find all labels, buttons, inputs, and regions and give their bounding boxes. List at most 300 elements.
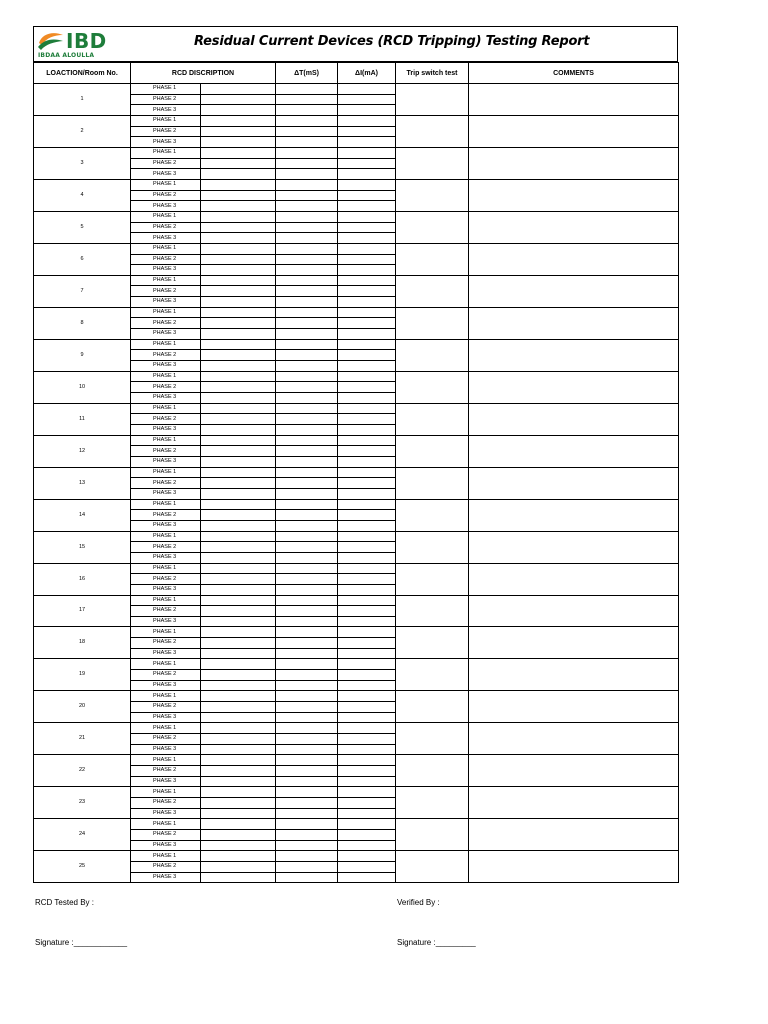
rcd-description-cell[interactable] [201, 616, 276, 627]
delta-t-cell[interactable] [276, 755, 338, 766]
comments-cell[interactable] [469, 339, 679, 371]
delta-i-cell[interactable] [338, 563, 396, 574]
rcd-description-cell[interactable] [201, 105, 276, 116]
comments-cell[interactable] [469, 755, 679, 787]
delta-t-cell[interactable] [276, 456, 338, 467]
delta-t-cell[interactable] [276, 233, 338, 244]
delta-i-cell[interactable] [338, 137, 396, 148]
delta-t-cell[interactable] [276, 691, 338, 702]
delta-i-cell[interactable] [338, 94, 396, 105]
delta-i-cell[interactable] [338, 840, 396, 851]
rcd-description-cell[interactable] [201, 435, 276, 446]
delta-i-cell[interactable] [338, 616, 396, 627]
delta-t-cell[interactable] [276, 350, 338, 361]
phase-label: PHASE 1 [131, 115, 201, 126]
rcd-description-cell[interactable] [201, 222, 276, 233]
delta-t-cell[interactable] [276, 158, 338, 169]
delta-i-cell[interactable] [338, 542, 396, 553]
location-cell: 4 [34, 179, 131, 211]
rcd-description-cell[interactable] [201, 574, 276, 585]
delta-t-cell[interactable] [276, 595, 338, 606]
trip-switch-cell[interactable] [396, 627, 469, 659]
location-cell: 17 [34, 595, 131, 627]
delta-i-cell[interactable] [338, 851, 396, 862]
delta-i-cell[interactable] [338, 488, 396, 499]
delta-t-cell[interactable] [276, 734, 338, 745]
delta-i-cell[interactable] [338, 520, 396, 531]
rcd-description-cell[interactable] [201, 851, 276, 862]
phase-label: PHASE 1 [131, 275, 201, 286]
delta-t-cell[interactable] [276, 478, 338, 489]
trip-switch-cell[interactable] [396, 243, 469, 275]
delta-t-cell[interactable] [276, 147, 338, 158]
delta-t-cell[interactable] [276, 840, 338, 851]
location-cell: 7 [34, 275, 131, 307]
delta-t-cell[interactable] [276, 659, 338, 670]
delta-i-cell[interactable] [338, 595, 396, 606]
trip-switch-cell[interactable] [396, 755, 469, 787]
signature-right-field[interactable]: Signature :_________ [397, 938, 476, 947]
rcd-description-cell[interactable] [201, 670, 276, 681]
delta-i-cell[interactable] [338, 382, 396, 393]
trip-switch-cell[interactable] [396, 211, 469, 243]
delta-i-cell[interactable] [338, 478, 396, 489]
delta-t-cell[interactable] [276, 414, 338, 425]
delta-i-cell[interactable] [338, 190, 396, 201]
rcd-description-cell[interactable] [201, 829, 276, 840]
delta-t-cell[interactable] [276, 861, 338, 872]
location-cell: 15 [34, 531, 131, 563]
delta-i-cell[interactable] [338, 499, 396, 510]
table-row [34, 179, 679, 190]
delta-i-cell[interactable] [338, 425, 396, 436]
trip-switch-cell[interactable] [396, 147, 469, 179]
delta-i-cell[interactable] [338, 712, 396, 723]
delta-i-cell[interactable] [338, 393, 396, 404]
rcd-description-cell[interactable] [201, 787, 276, 798]
delta-i-cell[interactable] [338, 254, 396, 265]
trip-switch-cell[interactable] [396, 307, 469, 339]
comments-cell[interactable] [469, 403, 679, 435]
delta-i-cell[interactable] [338, 307, 396, 318]
delta-i-cell[interactable] [338, 339, 396, 350]
delta-i-cell[interactable] [338, 606, 396, 617]
trip-switch-cell[interactable] [396, 467, 469, 499]
delta-t-cell[interactable] [276, 787, 338, 798]
delta-t-cell[interactable] [276, 797, 338, 808]
rcd-description-cell[interactable] [201, 797, 276, 808]
rcd-description-cell[interactable] [201, 584, 276, 595]
delta-i-cell[interactable] [338, 233, 396, 244]
delta-t-cell[interactable] [276, 425, 338, 436]
phase-label: PHASE 1 [131, 755, 201, 766]
delta-i-cell[interactable] [338, 552, 396, 563]
rcd-description-cell[interactable] [201, 190, 276, 201]
delta-t-cell[interactable] [276, 499, 338, 510]
rcd-description-cell[interactable] [201, 115, 276, 126]
delta-i-cell[interactable] [338, 456, 396, 467]
comments-cell[interactable] [469, 563, 679, 595]
rcd-description-cell[interactable] [201, 211, 276, 222]
delta-i-cell[interactable] [338, 211, 396, 222]
comments-cell[interactable] [469, 499, 679, 531]
delta-i-cell[interactable] [338, 702, 396, 713]
trip-switch-cell[interactable] [396, 115, 469, 147]
delta-i-cell[interactable] [338, 574, 396, 585]
delta-i-cell[interactable] [338, 201, 396, 212]
rcd-description-cell[interactable] [201, 520, 276, 531]
delta-i-cell[interactable] [338, 275, 396, 286]
delta-t-cell[interactable] [276, 94, 338, 105]
delta-t-cell[interactable] [276, 105, 338, 116]
phase-label: PHASE 2 [131, 94, 201, 105]
rcd-description-cell[interactable] [201, 265, 276, 276]
delta-i-cell[interactable] [338, 361, 396, 372]
rcd-description-cell[interactable] [201, 606, 276, 617]
delta-t-cell[interactable] [276, 361, 338, 372]
trip-switch-cell[interactable] [396, 851, 469, 883]
delta-t-cell[interactable] [276, 616, 338, 627]
delta-t-cell[interactable] [276, 329, 338, 340]
comments-cell[interactable] [469, 115, 679, 147]
rcd-description-cell[interactable] [201, 456, 276, 467]
delta-t-cell[interactable] [276, 520, 338, 531]
rcd-description-cell[interactable] [201, 382, 276, 393]
delta-t-cell[interactable] [276, 393, 338, 404]
rcd-description-cell[interactable] [201, 552, 276, 563]
location-cell: 8 [34, 307, 131, 339]
delta-t-cell[interactable] [276, 222, 338, 233]
rcd-description-cell[interactable] [201, 425, 276, 436]
rcd-description-cell[interactable] [201, 414, 276, 425]
delta-t-cell[interactable] [276, 254, 338, 265]
delta-i-cell[interactable] [338, 243, 396, 254]
delta-t-cell[interactable] [276, 648, 338, 659]
rcd-description-cell[interactable] [201, 137, 276, 148]
phase-label: PHASE 1 [131, 531, 201, 542]
delta-t-cell[interactable] [276, 766, 338, 777]
rcd-description-cell[interactable] [201, 659, 276, 670]
delta-i-cell[interactable] [338, 403, 396, 414]
rcd-description-cell[interactable] [201, 403, 276, 414]
delta-t-cell[interactable] [276, 851, 338, 862]
delta-t-cell[interactable] [276, 638, 338, 649]
phase-label: PHASE 3 [131, 840, 201, 851]
rcd-description-cell[interactable] [201, 318, 276, 329]
delta-t-cell[interactable] [276, 531, 338, 542]
comments-cell[interactable] [469, 723, 679, 755]
delta-t-cell[interactable] [276, 584, 338, 595]
delta-i-cell[interactable] [338, 723, 396, 734]
rcd-description-cell[interactable] [201, 478, 276, 489]
delta-t-cell[interactable] [276, 670, 338, 681]
rcd-description-cell[interactable] [201, 819, 276, 830]
delta-i-cell[interactable] [338, 147, 396, 158]
rcd-description-cell[interactable] [201, 542, 276, 553]
rcd-description-cell[interactable] [201, 595, 276, 606]
rcd-description-cell[interactable] [201, 158, 276, 169]
delta-i-cell[interactable] [338, 350, 396, 361]
rcd-description-cell[interactable] [201, 393, 276, 404]
phase-label: PHASE 3 [131, 552, 201, 563]
delta-t-cell[interactable] [276, 286, 338, 297]
rcd-description-cell[interactable] [201, 840, 276, 851]
delta-t-cell[interactable] [276, 115, 338, 126]
delta-t-cell[interactable] [276, 829, 338, 840]
delta-t-cell[interactable] [276, 211, 338, 222]
delta-i-cell[interactable] [338, 158, 396, 169]
delta-i-cell[interactable] [338, 829, 396, 840]
delta-t-cell[interactable] [276, 542, 338, 553]
delta-t-cell[interactable] [276, 243, 338, 254]
comments-cell[interactable] [469, 307, 679, 339]
comments-cell[interactable] [469, 211, 679, 243]
trip-switch-cell[interactable] [396, 691, 469, 723]
rcd-description-cell[interactable] [201, 339, 276, 350]
rcd-description-cell[interactable] [201, 233, 276, 244]
delta-i-cell[interactable] [338, 510, 396, 521]
delta-t-cell[interactable] [276, 574, 338, 585]
delta-t-cell[interactable] [276, 126, 338, 137]
delta-i-cell[interactable] [338, 787, 396, 798]
trip-switch-cell[interactable] [396, 339, 469, 371]
delta-t-cell[interactable] [276, 179, 338, 190]
delta-i-cell[interactable] [338, 435, 396, 446]
comments-cell[interactable] [469, 659, 679, 691]
comments-cell[interactable] [469, 627, 679, 659]
trip-switch-cell[interactable] [396, 563, 469, 595]
delta-t-cell[interactable] [276, 872, 338, 883]
rcd-description-cell[interactable] [201, 243, 276, 254]
delta-i-cell[interactable] [338, 318, 396, 329]
delta-t-cell[interactable] [276, 435, 338, 446]
delta-t-cell[interactable] [276, 776, 338, 787]
delta-t-cell[interactable] [276, 819, 338, 830]
rcd-description-cell[interactable] [201, 627, 276, 638]
trip-switch-cell[interactable] [396, 371, 469, 403]
delta-i-cell[interactable] [338, 638, 396, 649]
delta-i-cell[interactable] [338, 755, 396, 766]
delta-t-cell[interactable] [276, 808, 338, 819]
delta-t-cell[interactable] [276, 403, 338, 414]
delta-t-cell[interactable] [276, 265, 338, 276]
delta-t-cell[interactable] [276, 275, 338, 286]
delta-i-cell[interactable] [338, 467, 396, 478]
phase-label: PHASE 3 [131, 265, 201, 276]
rcd-description-cell[interactable] [201, 510, 276, 521]
comments-cell[interactable] [469, 179, 679, 211]
delta-i-cell[interactable] [338, 222, 396, 233]
delta-t-cell[interactable] [276, 201, 338, 212]
delta-t-cell[interactable] [276, 744, 338, 755]
delta-i-cell[interactable] [338, 861, 396, 872]
comments-cell[interactable] [469, 819, 679, 851]
company-logo [36, 29, 106, 61]
rcd-description-cell[interactable] [201, 361, 276, 372]
rcd-description-cell[interactable] [201, 861, 276, 872]
delta-i-cell[interactable] [338, 670, 396, 681]
table-row [34, 84, 679, 95]
rcd-description-cell[interactable] [201, 169, 276, 180]
rcd-description-cell[interactable] [201, 147, 276, 158]
rcd-description-cell[interactable] [201, 467, 276, 478]
delta-t-cell[interactable] [276, 627, 338, 638]
delta-i-cell[interactable] [338, 659, 396, 670]
delta-t-cell[interactable] [276, 446, 338, 457]
delta-t-cell[interactable] [276, 467, 338, 478]
delta-i-cell[interactable] [338, 766, 396, 777]
delta-t-cell[interactable] [276, 563, 338, 574]
comments-cell[interactable] [469, 851, 679, 883]
phase-label: PHASE 2 [131, 702, 201, 713]
delta-t-cell[interactable] [276, 137, 338, 148]
comments-cell[interactable] [469, 84, 679, 116]
rcd-description-cell[interactable] [201, 755, 276, 766]
rcd-description-cell[interactable] [201, 680, 276, 691]
trip-switch-cell[interactable] [396, 819, 469, 851]
rcd-description-cell[interactable] [201, 307, 276, 318]
comments-cell[interactable] [469, 243, 679, 275]
delta-i-cell[interactable] [338, 872, 396, 883]
rcd-description-cell[interactable] [201, 84, 276, 95]
delta-t-cell[interactable] [276, 339, 338, 350]
delta-i-cell[interactable] [338, 115, 396, 126]
delta-i-cell[interactable] [338, 126, 396, 137]
phase-label: PHASE 2 [131, 574, 201, 585]
rcd-description-cell[interactable] [201, 691, 276, 702]
rcd-description-cell[interactable] [201, 371, 276, 382]
trip-switch-cell[interactable] [396, 723, 469, 755]
trip-switch-cell[interactable] [396, 403, 469, 435]
delta-t-cell[interactable] [276, 382, 338, 393]
delta-t-cell[interactable] [276, 297, 338, 308]
rcd-description-cell[interactable] [201, 531, 276, 542]
trip-switch-cell[interactable] [396, 84, 469, 116]
delta-i-cell[interactable] [338, 446, 396, 457]
delta-i-cell[interactable] [338, 286, 396, 297]
delta-i-cell[interactable] [338, 414, 396, 425]
delta-t-cell[interactable] [276, 169, 338, 180]
delta-t-cell[interactable] [276, 318, 338, 329]
table-body [34, 84, 679, 883]
delta-i-cell[interactable] [338, 297, 396, 308]
delta-i-cell[interactable] [338, 808, 396, 819]
rcd-description-cell[interactable] [201, 808, 276, 819]
rcd-description-cell[interactable] [201, 872, 276, 883]
comments-cell[interactable] [469, 371, 679, 403]
rcd-description-cell[interactable] [201, 275, 276, 286]
delta-i-cell[interactable] [338, 797, 396, 808]
trip-switch-cell[interactable] [396, 275, 469, 307]
comments-cell[interactable] [469, 531, 679, 563]
delta-i-cell[interactable] [338, 819, 396, 830]
rcd-description-cell[interactable] [201, 329, 276, 340]
phase-label: PHASE 1 [131, 307, 201, 318]
delta-i-cell[interactable] [338, 179, 396, 190]
rcd-description-cell[interactable] [201, 94, 276, 105]
delta-i-cell[interactable] [338, 169, 396, 180]
table-row [34, 627, 679, 638]
delta-i-cell[interactable] [338, 648, 396, 659]
comments-cell[interactable] [469, 691, 679, 723]
trip-switch-cell[interactable] [396, 499, 469, 531]
rcd-description-cell[interactable] [201, 488, 276, 499]
delta-i-cell[interactable] [338, 680, 396, 691]
comments-cell[interactable] [469, 595, 679, 627]
delta-i-cell[interactable] [338, 531, 396, 542]
delta-i-cell[interactable] [338, 265, 396, 276]
trip-switch-cell[interactable] [396, 531, 469, 563]
rcd-description-cell[interactable] [201, 297, 276, 308]
comments-cell[interactable] [469, 787, 679, 819]
delta-t-cell[interactable] [276, 723, 338, 734]
delta-t-cell[interactable] [276, 552, 338, 563]
trip-switch-cell[interactable] [396, 435, 469, 467]
rcd-description-cell[interactable] [201, 126, 276, 137]
trip-switch-cell[interactable] [396, 659, 469, 691]
rcd-description-cell[interactable] [201, 499, 276, 510]
rcd-description-cell[interactable] [201, 350, 276, 361]
rcd-description-cell[interactable] [201, 638, 276, 649]
trip-switch-cell[interactable] [396, 179, 469, 211]
trip-switch-cell[interactable] [396, 595, 469, 627]
delta-t-cell[interactable] [276, 606, 338, 617]
delta-i-cell[interactable] [338, 84, 396, 95]
rcd-description-cell[interactable] [201, 723, 276, 734]
rcd-description-cell[interactable] [201, 712, 276, 723]
rcd-description-cell[interactable] [201, 744, 276, 755]
col-location-header: LOACTION/Room No. [34, 63, 131, 84]
delta-t-cell[interactable] [276, 510, 338, 521]
rcd-description-cell[interactable] [201, 563, 276, 574]
trip-switch-cell[interactable] [396, 787, 469, 819]
delta-i-cell[interactable] [338, 744, 396, 755]
delta-t-cell[interactable] [276, 371, 338, 382]
delta-t-cell[interactable] [276, 190, 338, 201]
rcd-description-cell[interactable] [201, 702, 276, 713]
delta-t-cell[interactable] [276, 680, 338, 691]
comments-cell[interactable] [469, 275, 679, 307]
comments-cell[interactable] [469, 435, 679, 467]
rcd-description-cell[interactable] [201, 446, 276, 457]
rcd-description-cell[interactable] [201, 734, 276, 745]
rcd-description-cell[interactable] [201, 254, 276, 265]
rcd-description-cell[interactable] [201, 179, 276, 190]
rcd-description-cell[interactable] [201, 286, 276, 297]
phase-label: PHASE 2 [131, 350, 201, 361]
signature-left-field[interactable] [35, 938, 127, 947]
rcd-description-cell[interactable] [201, 776, 276, 787]
delta-i-cell[interactable] [338, 371, 396, 382]
rcd-description-cell[interactable] [201, 201, 276, 212]
delta-i-cell[interactable] [338, 776, 396, 787]
rcd-description-cell[interactable] [201, 648, 276, 659]
delta-t-cell[interactable] [276, 488, 338, 499]
delta-i-cell[interactable] [338, 584, 396, 595]
rcd-description-cell[interactable] [201, 766, 276, 777]
delta-t-cell[interactable] [276, 307, 338, 318]
delta-t-cell[interactable] [276, 712, 338, 723]
comments-cell[interactable] [469, 147, 679, 179]
delta-i-cell[interactable] [338, 734, 396, 745]
delta-i-cell[interactable] [338, 691, 396, 702]
delta-t-cell[interactable] [276, 84, 338, 95]
delta-i-cell[interactable] [338, 105, 396, 116]
delta-i-cell[interactable] [338, 627, 396, 638]
delta-i-cell[interactable] [338, 329, 396, 340]
comments-cell[interactable] [469, 467, 679, 499]
delta-t-cell[interactable] [276, 702, 338, 713]
